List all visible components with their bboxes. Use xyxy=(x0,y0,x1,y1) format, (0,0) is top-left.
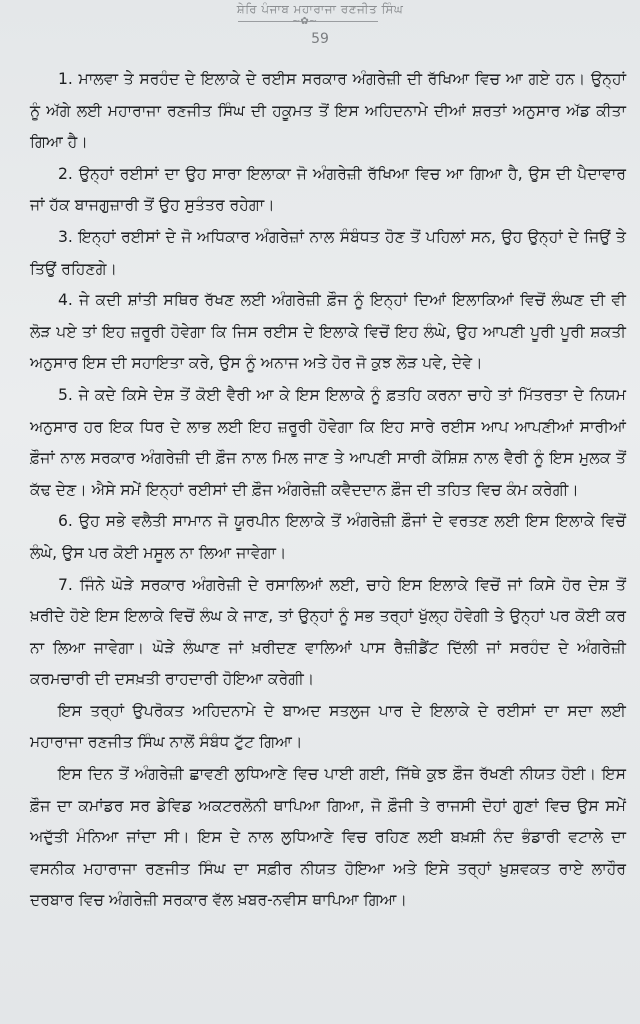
clause-5-paragraph: 5. ਜੇ ਕਦੇ ਕਿਸੇ ਦੇਸ਼ ਤੋਂ ਕੋਈ ਵੈਰੀ ਆ ਕੇ ਇਸ ਇਲਾਕੇ ਨੂੰ ਫ਼ਤਹਿ ਕਰਨਾ ਚਾਹੇ ਤਾਂ ਮਿੱਤਰਤਾ ਦੇ ਨਿਯਮ ਅਨੁਸਾਰ ਹਰ ਇਕ ਧਿਰ ਦੇ ਲਾਭ ਲਈ ਇਹ ਜ਼ਰੂਰੀ ਹੋਵੇਗਾ ਕਿ ਇਹ ਸਾਰੇ ਰਈਸ ਆਪ ਆਪਣੀਆਂ ਸਾਰੀਆਂ ਫ਼ੌਜਾਂ ਨਾਲ ਸਰਕਾਰ ਅੰਗਰੇਜ਼ੀ ਦੀ ਫ਼ੌਜ ਨਾਲ ਮਿਲ ਜਾਣ ਤੇ ਆਪਣੀ ਸਾਰੀ ਕੋਸ਼ਿਸ਼ ਨਾਲ ਵੈਰੀ ਨੂੰ ਇਸ ਮੁਲਕ ਤੋਂ ਕੱਢ ਦੇਣ। ਐਸੇ ਸਮੇਂ ਇਨ੍ਹਾਂ ਰਈਸਾਂ ਦੀ ਫ਼ੌਜ ਅੰਗਰੇਜ਼ੀ ਕਵੈਦਦਾਨ ਫ਼ੌਜ ਦੀ ਤਹਿਤ ਵਿਚ ਕੰਮ ਕਰੇਗੀ। xyxy=(30,385,626,499)
ornament-flourish-icon: ~✿~ xyxy=(292,16,318,27)
ludhiana-cantonment-paragraph: ਇਸ ਦਿਨ ਤੋਂ ਅੰਗਰੇਜ਼ੀ ਛਾਵਣੀ ਲੁਧਿਆਣੇ ਵਿਚ ਪਾਈ ਗਈ, ਜਿੱਥੇ ਕੁਝ ਫ਼ੌਜ ਰੱਖਣੀ ਨੀਯਤ ਹੋਈ। ਇਸ ਫ਼ੌਜ ਦਾ ਕਮਾਂਡਰ ਸਰ ਡੇਵਿਡ ਅਕਟਰਲੋਨੀ ਥਾਪਿਆ ਗਿਆ, ਜੋ ਫ਼ੌਜੀ ਤੇ ਰਾਜਸੀ ਦੋਹਾਂ ਗੁਣਾਂ ਵਿਚ ਉਸ ਸਮੇਂ ਅਦੁੱਤੀ ਮੰਨਿਆ ਜਾਂਦਾ ਸੀ। ਇਸ ਦੇ ਨਾਲ ਲੁਧਿਆਣੇ ਵਿਚ ਰਹਿਣ ਲਈ ਬਖ਼ਸ਼ੀ ਨੰਦ ਭੰਡਾਰੀ ਵਟਾਲੇ ਦਾ ਵਸਨੀਕ ਮਹਾਰਾਜਾ ਰਣਜੀਤ ਸਿੰਘ ਦਾ ਸਫ਼ੀਰ ਨੀਯਤ ਹੋਇਆ ਅਤੇ ਇਸੇ ਤਰ੍ਹਾਂ ਖ਼ੁਸ਼ਵਕਤ ਰਾਏ ਲਾਹੌਰ ਦਰਬਾਰ ਵਿਚ ਅੰਗਰੇਜ਼ੀ ਸਰਕਾਰ ਵੱਲ ਖ਼ਬਰ-ਨਵੀਸ ਥਾਪਿਆ ਗਿਆ। xyxy=(30,765,626,910)
clause-3-paragraph: 3. ਇਨ੍ਹਾਂ ਰਈਸਾਂ ਦੇ ਜੋ ਅਧਿਕਾਰ ਅੰਗਰੇਜ਼ਾਂ ਨਾਲ ਸੰਬੰਧਤ ਹੋਣ ਤੋਂ ਪਹਿਲਾਂ ਸਨ, ਉਹ ਉਨ੍ਹਾਂ ਦੇ ਜਿਉਂ ਤੇ ਤਿਉਂ ਰਹਿਣਗੇ। xyxy=(30,227,626,278)
clause-4-paragraph: 4. ਜੇ ਕਦੀ ਸ਼ਾਂਤੀ ਸਥਿਰ ਰੱਖਣ ਲਈ ਅੰਗਰੇਜ਼ੀ ਫ਼ੌਜ ਨੂੰ ਇਨ੍ਹਾਂ ਦਿਆਂ ਇਲਾਕਿਆਂ ਵਿਚੋਂ ਲੰਘਣ ਦੀ ਵੀ ਲੋੜ ਪਏ ਤਾਂ ਇਹ ਜ਼ਰੂਰੀ ਹੋਵੇਗਾ ਕਿ ਜਿਸ ਰਈਸ ਦੇ ਇਲਾਕੇ ਵਿਚੋਂ ਇਹ ਲੰਘੇ, ਉਹ ਆਪਣੀ ਪੂਰੀ ਪੂਰੀ ਸ਼ਕਤੀ ਅਨੁਸਾਰ ਇਸ ਦੀ ਸਹਾਇਤਾ ਕਰੇ, ਉਸ ਨੂੰ ਅਨਾਜ ਅਤੇ ਹੋਰ ਜੋ ਕੁਝ ਲੋੜ ਪਵੇ, ਦੇਵੇ। xyxy=(30,291,626,373)
clause-1-paragraph: 1. ਮਾਲਵਾ ਤੇ ਸਰਹੰਦ ਦੇ ਇਲਾਕੇ ਦੇ ਰਈਸ ਸਰਕਾਰ ਅੰਗਰੇਜ਼ੀ ਦੀ ਰੱਖਿਆ ਵਿਚ ਆ ਗਏ ਹਨ। ਉਨ੍ਹਾਂ ਨੂੰ ਅੱਗੇ ਲਈ ਮਹਾਰਾਜਾ ਰਣਜੀਤ ਸਿੰਘ ਦੀ ਹਕੂਮਤ ਤੋਂ ਇਸ ਅਹਿਦਨਾਮੇ ਦੀਆਂ ਸ਼ਰਤਾਂ ਅਨੁਸਾਰ ਅੱਡ ਕੀਤਾ ਗਿਆ ਹੈ। xyxy=(30,70,626,152)
clause-7-paragraph: 7. ਜਿੰਨੇ ਘੋੜੇ ਸਰਕਾਰ ਅੰਗਰੇਜ਼ੀ ਦੇ ਰਸਾਲਿਆਂ ਲਈ, ਚਾਹੇ ਇਸ ਇਲਾਕੇ ਵਿਚੋਂ ਜਾਂ ਕਿਸੇ ਹੋਰ ਦੇਸ਼ ਤੋਂ ਖ਼ਰੀਦੇ ਹੋਏ ਇਸ ਇਲਾਕੇ ਵਿਚੋਂ ਲੰਘ ਕੇ ਜਾਣ, ਤਾਂ ਉਨ੍ਹਾਂ ਨੂੰ ਸਭ ਤਰ੍ਹਾਂ ਖੁੱਲ੍ਹ ਹੋਵੇਗੀ ਤੇ ਉਨ੍ਹਾਂ ਪਰ ਕੋਈ ਕਰ ਨਾ ਲਿਆ ਜਾਵੇਗਾ। ਘੋੜੇ ਲੰਘਾਣ ਜਾਂ ਖ਼ਰੀਦਣ ਵਾਲਿਆਂ ਪਾਸ ਰੈਜ਼ੀਡੈਂਟ ਦਿੱਲੀ ਜਾਂ ਸਰਹੰਦ ਦੇ ਅੰਗਰੇਜ਼ੀ ਕਰਮਚਾਰੀ ਦੀ ਦਸਖ਼ਤੀ ਰਾਹਦਾਰੀ ਹੋਇਆ ਕਰੇਗੀ। xyxy=(30,575,626,689)
page-number: 59 xyxy=(311,31,329,47)
clause-6-paragraph: 6. ਉਹ ਸਭੇ ਵਲੈਤੀ ਸਾਮਾਨ ਜੋ ਯੂਰਪੀਨ ਇਲਾਕੇ ਤੋਂ ਅੰਗਰੇਜ਼ੀ ਫ਼ੌਜਾਂ ਦੇ ਵਰਤਣ ਲਈ ਇਸ ਇਲਾਕੇ ਵਿਚੋਂ ਲੰਘੇ, ਉਸ ਪਰ ਕੋਈ ਮਸੂਲ ਨਾ ਲਿਆ ਜਾਵੇਗਾ। xyxy=(30,512,626,562)
running-header: ਸ਼ੇਰਿ ਪੰਜਾਬ ਮਹਾਰਾਜਾ ਰਣਜੀਤ ਸਿੰਘ xyxy=(236,2,404,16)
page-body xyxy=(30,64,626,917)
treaty-outcome-paragraph: ਇਸ ਤਰ੍ਹਾਂ ਉਪਰੋਕਤ ਅਹਿਦਨਾਮੇ ਦੇ ਬਾਅਦ ਸਤਲੁਜ ਪਾਰ ਦੇ ਇਲਾਕੇ ਦੇ ਰਈਸਾਂ ਦਾ ਸਦਾ ਲਈ ਮਹਾਰਾਜਾ ਰਣਜੀਤ ਸਿੰਘ ਨਾਲੋਂ ਸੰਬੰਧ ਟੁੱਟ ਗਿਆ। xyxy=(30,701,626,752)
clause-2-paragraph: 2. ਉਨ੍ਹਾਂ ਰਈਸਾਂ ਦਾ ਉਹ ਸਾਰਾ ਇਲਾਕਾ ਜੋ ਅੰਗਰੇਜ਼ੀ ਰੱਖਿਆ ਵਿਚ ਆ ਗਿਆ ਹੈ, ਉਸ ਦੀ ਪੈਦਾਵਾਰ ਜਾਂ ਹੱਕ ਬਾਜਗੁਜ਼ਾਰੀ ਤੋਂ ਉਹ ਸੁਤੰਤਰ ਰਹੇਗਾ। xyxy=(30,164,626,215)
